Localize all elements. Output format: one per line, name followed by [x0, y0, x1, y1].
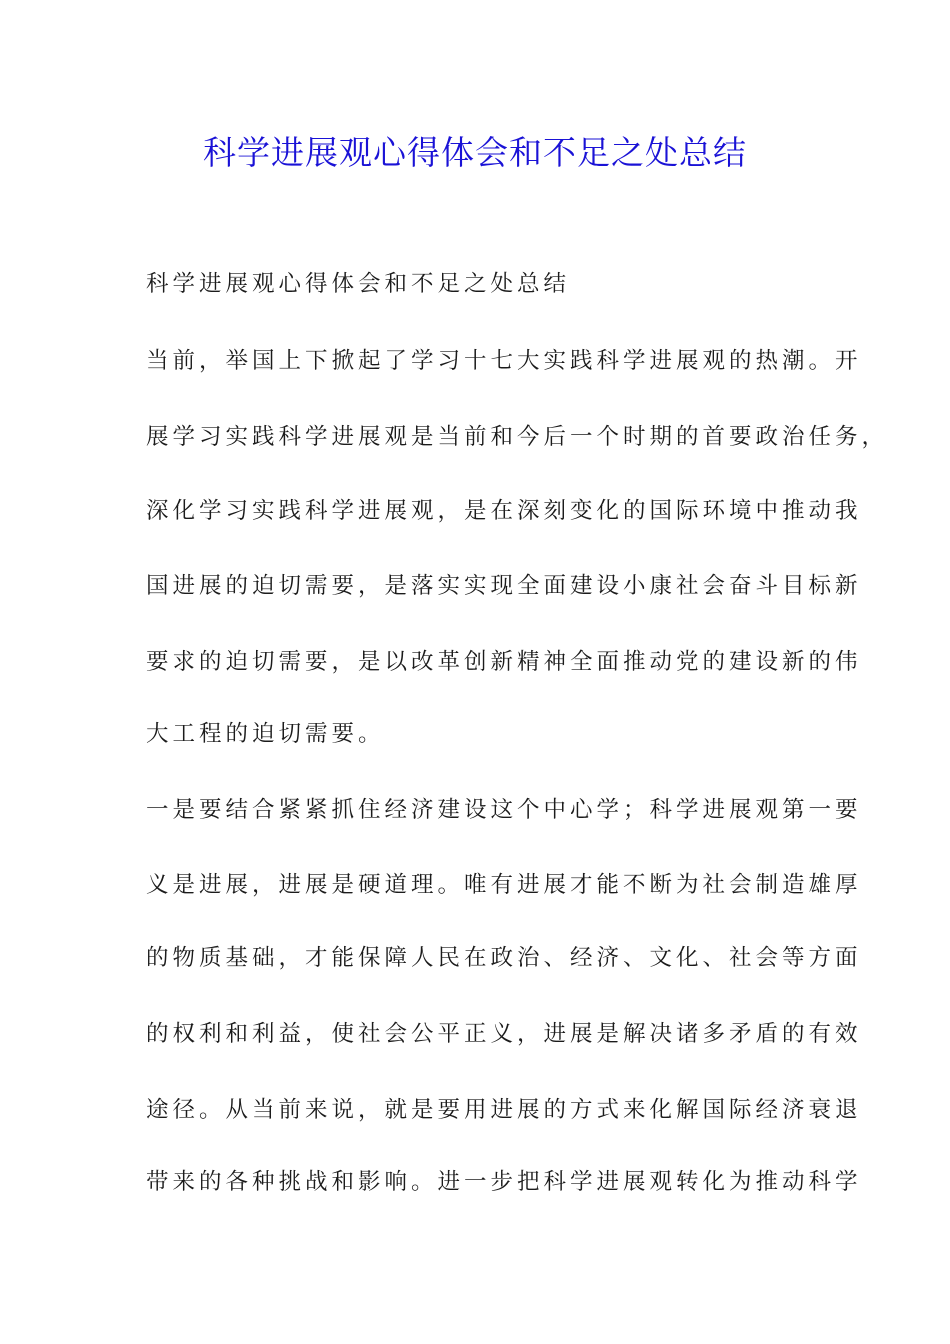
paragraph-line: 展学习实践科学进展观是当前和今后一个时期的首要政治任务， [146, 424, 889, 450]
paragraph-line: 当前，举国上下掀起了学习十七大实践科学进展观的热潮。开 [146, 348, 862, 374]
paragraph-line: 义是进展，进展是硬道理。唯有进展才能不断为社会制造雄厚 [146, 872, 862, 898]
paragraph-line: 深化学习实践科学进展观，是在深刻变化的国际环境中推动我 [146, 498, 862, 524]
paragraph-line: 途径。从当前来说，就是要用进展的方式来化解国际经济衰退 [146, 1097, 862, 1123]
subtitle-line: 科学进展观心得体会和不足之处总结 [146, 271, 571, 297]
document-title: 科学进展观心得体会和不足之处总结 [203, 133, 747, 172]
paragraph-line: 要求的迫切需要，是以改革创新精神全面推动党的建设新的伟 [146, 649, 862, 675]
paragraph-line: 大工程的迫切需要。 [146, 721, 385, 747]
paragraph-line: 的物质基础，才能保障人民在政治、经济、文化、社会等方面 [146, 945, 862, 971]
paragraph-line: 的权利和利益，使社会公平正义，进展是解决诸多矛盾的有效 [146, 1021, 862, 1047]
paragraph-line: 带来的各种挑战和影响。进一步把科学进展观转化为推动科学 [146, 1169, 862, 1195]
paragraph-line: 一是要结合紧紧抓住经济建设这个中心学；科学进展观第一要 [146, 797, 862, 823]
paragraph-line: 国进展的迫切需要，是落实实现全面建设小康社会奋斗目标新 [146, 573, 862, 599]
